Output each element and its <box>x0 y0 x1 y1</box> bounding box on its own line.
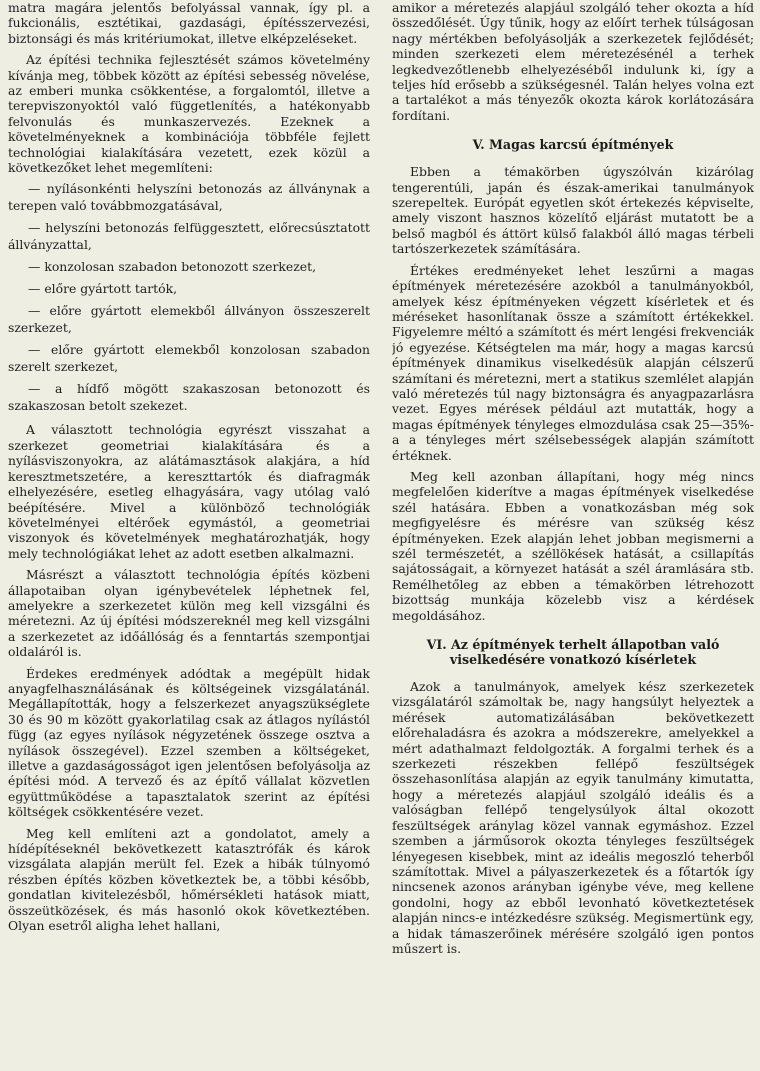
list-item: — nyílásonkénti helyszíni betonozás az állványnak a terepen való továbbmozgatásával, <box>8 181 370 214</box>
paragraph-azok: Azok a tanulmányok, amelyek kész szerkezetek vizsgálatáról számoltak be, nagy hangsúlyt helyeztek a mérések automatizálásában bekövetkezett előrehaladásra és azokra a módszerekre, amelyekkel a mért adathalmazt feldolgozták. A forgalmi terhek és a szerkezeti részekben fellépő feszültségek összehasonlítása alapján az egyik tanulmány kimutatta, hogy a méretezés alapjául szolgáló ideális és a valóságban fellépő tengelysúlyok által okozott feszültségek aránylag közel vannak egymáshoz. Ezzel szemben a járműsorok okozta tényleges feszültségek lényegesen kisebbek, mint az ideális megoszló teherből számítottak. Mivel a pályaszerkezetek és a főtartók így nincsenek azonos arányban igénybe véve, meg kellene gondolni, hogy az ebből levonható következtetések alapján nincs-e intézkedésre szükség. Megismertünk egy, a hidak támaszerőinek mérésére szolgáló igen pontos műszert is. <box>392 679 754 956</box>
section-heading-vi <box>392 637 754 667</box>
paragraph-intro: matra magára jelentős befolyással vannak, így pl. a fukcionális, esztétikai, gazdasági, építésszervezési, biztonsági és más kritériumokat, illetve elképzeléseket. <box>8 0 370 46</box>
paragraph-allapitani: Meg kell azonban állapítani, hogy még nincs megfelelően kiderítve a magas építmények viselkedése szél hatására. Ebben a vonatkozásban még sok megfigyelésre és mérésre van szükség kész építményeken. Ezek alapján lehet jobban megismerni a szél természetét, a széllökések hatását, a csillapítás sajátosságait, a környezet hatását a szél áramlására stb. Remélhetőleg az ebben a témakörben létrehozott bizottság munkája közelebb visz a kérdések megoldásához. <box>392 468 754 623</box>
list-item: — a hídfő mögött szakaszosan betonozott és szakaszosan betolt szekezet. <box>8 381 370 414</box>
paragraph-erdekes: Érdekes eredmények adódtak a megépült hidak anyagfelhasználásának és költségeinek vizsgálatánál. Megállapították, hogy a felszerkezet anyagszükséglete 30 és 90 m között gyakorlatilag csak az átlagos nyílástól függ (az egyes nyílások négyzetének összege osztva a nyílások összegével). Ezzel szemben a költségeket, illetve a gazdaságosságot igen jelentősen befolyásolja az építési mód. A tervező és az építő vállalat közvetlen együttműködése a tapasztalatok szerint az építési költségek csökkentésére vezet. <box>8 665 370 820</box>
section-heading-vi-line2: viselkedésére vonatkozó kísérletek <box>449 652 697 668</box>
paragraph-tema: Ebben a témakörben úgyszólván kizárólag tengerentúli, japán és észak-amerikai tanulmányok szerepeltek. Európát egyetlen skót értekezés képviselte, amely viszont hasznos közelítő eljárást mutatott be a belső magból és áttört külső falakból álló magas térbeli tartószerkezetek számítására. <box>392 164 754 257</box>
paragraph-masreszt: Másrészt a választott technológia építés közbeni állapotaiban olyan igénybevételek léphetnek fel, amelyekre a szerkezetet külön meg kell vizsgálni és méretezni. Az új építési módszereknél meg kell vizsgálni a szerkezetet az időállóság és a fenntartás szempontjai oldaláról is. <box>8 567 370 660</box>
left-column <box>8 0 370 1071</box>
right-column <box>392 0 754 1071</box>
list-item: — előre gyártott elemekből állványon összeszerelt szerkezet, <box>8 303 370 336</box>
paragraph-technika: Az építési technika fejlesztését számos követelmény kívánja meg, többek között az építési sebesség növelése, az emberi munka csökkentése, a forgalomtól, illetve a terepviszonyoktól való függetlenítés, a hatékonyabb felvonulás és munkaszervezés. Ezeknek a követelményeknek a kombinációja többféle fejlett technológiai kialakítására vezetett, ezek közül a következőket lehet megemlíteni: <box>8 52 370 176</box>
section-heading-vi-line1: VI. Az építmények terhelt állapotban való <box>426 637 720 653</box>
paragraph-continuation: amikor a méretezés alapjául szolgáló teher okozta a híd összedőlését. Úgy tűnik, hogy az előírt terhek túlságosan nagy mértékben befolyásolják a szerkezetek fejlődését; minden szerkezeti elem méretezésénél a terhek legkedvezőtlenebb elhelyezéséből indulunk ki, így a teljes híd erősebb a szükségesnél. Talán helyes volna ezt a tartalékot a más tényezők okozta károk korlátozására fordítani. <box>392 0 754 123</box>
paragraph-ertekes: Értékes eredményeket lehet leszűrni a magas építmények méretezésére azokból a tanulmányokból, amelyek kész építményeken végzett kísérletek et és méréseket hasonlítanak össze a számított értékekkel. Figyelemre méltó a számított és mért lengési frekvenciák jó egyezése. Kétségtelen ma már, hogy a magas karcsú építmények dinamikus viselkedésük alapján célszerű számítani és méretezni, mert a statikus szemlélet alapján való méretezés túl nagy biztonságra és anyagpazarlásra vezet. Egyes mérések például azt mutatták, hogy a magas építmények tényleges elmozdulása csak 25—35%-a a tényleges mért szélsebességek alapján számított értéknek. <box>392 262 754 463</box>
list-item: — előre gyártott elemekből konzolosan szabadon szerelt szerkezet, <box>8 342 370 375</box>
list-item: — konzolosan szabadon betonozott szerkezet, <box>28 259 317 275</box>
section-heading-v: V. Magas karcsú építmények <box>472 137 674 153</box>
list-item: — helyszíni betonozás felfüggesztett, előrecsúsztatott állványzattal, <box>8 220 370 253</box>
paragraph-valasztott: A választott technológia egyrészt visszahat a szerkezet geometriai kialakítására és a nyílásviszonyokra, az alátámasztások alakjára, a híd keresztmetszetére, a kereszttartók és diafragmák elhelyezésére, esetleg elhagyására, vagy utólag való beépítésére. Mivel a különböző technológiák követelményei eltérőek egymástól, a geometriai viszonyok és követelmények meghatározhatják, hogy mely technológiákat lehet az adott esetben alkalmazni. <box>8 422 370 561</box>
list-item: — előre gyártott tartók, <box>28 281 178 297</box>
paragraph-meg: Meg kell említeni azt a gondolatot, amely a hídépítéseknél bekövetkezett katasztrófák és károk vizsgálata alapján merült fel. Ezek a hibák túlnyomó részben építés közben következtek be, a többi később, gondatlan kivitelezésből, hőmérsékleti hatások miatt, összeütközések, és más hasonló okok következtében. Olyan esetről aligha lehet hallani, <box>8 825 370 934</box>
